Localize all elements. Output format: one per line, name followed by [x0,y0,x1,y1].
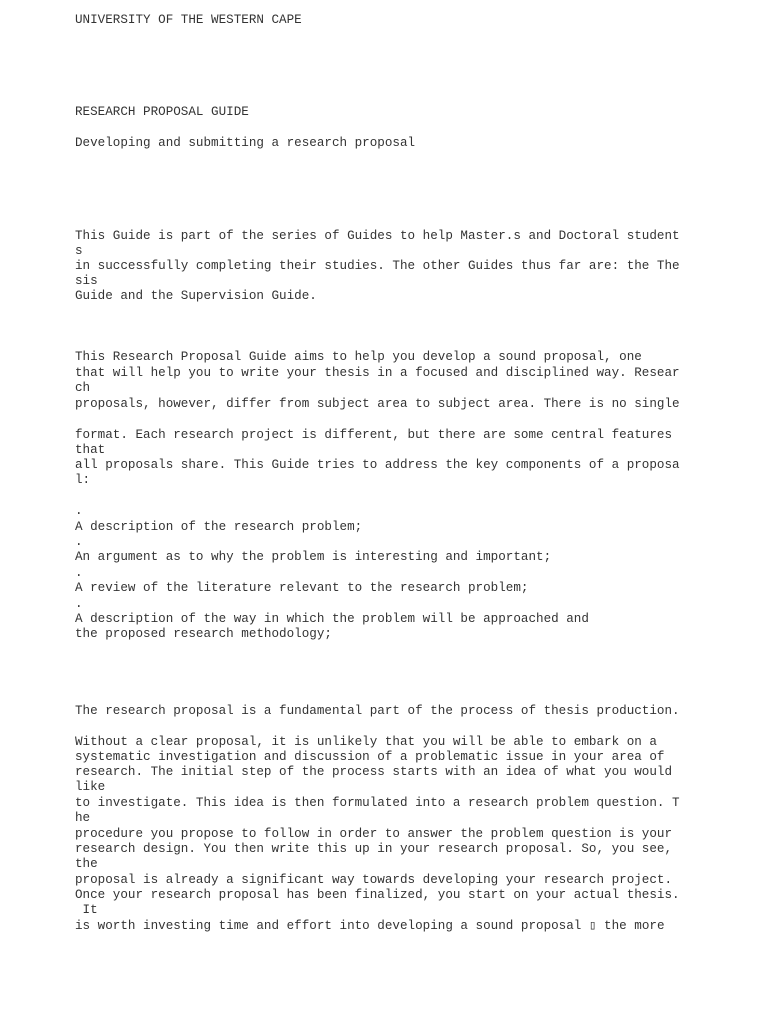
guide-title: RESEARCH PROPOSAL GUIDE [75,105,249,119]
text-line: the [75,857,98,871]
text-line: proposal is already a significant way towards developing your research project. [75,873,673,887]
text-line: It [75,903,98,917]
guide-subtitle: Developing and submitting a research proposal [75,136,416,150]
text-line: he [75,811,91,825]
text-line: like [75,780,106,794]
text-line: research design. You then write this up in your research proposal. So, you see, [75,842,673,856]
list-bullet: . [75,566,83,580]
list-bullet: . [75,504,83,518]
text-line: The research proposal is a fundamental part of the process of thesis production. [75,704,680,718]
text-line: Guide and the Supervision Guide. [75,289,317,303]
text-line: Without a clear proposal, it is unlikely that you will be able to embark on a [75,735,657,749]
text-line: that [75,443,106,457]
list-bullet: . [75,535,83,549]
text-line: sis [75,274,98,288]
list-item: A description of the research problem; [75,520,363,534]
list-item: A description of the way in which the problem will be approached and [75,612,589,626]
text-line: This Guide is part of the series of Guides to help Master.s and Doctoral student [75,229,680,243]
text-line: research. The initial step of the process starts with an idea of what you would [75,765,673,779]
list-item: A review of the literature relevant to the research problem; [75,581,529,595]
text-line: procedure you propose to follow in order to answer the problem question is your [75,827,673,841]
text-line: in successfully completing their studies. The other Guides thus far are: the The [75,259,680,273]
institution-name: UNIVERSITY OF THE WESTERN CAPE [75,13,302,27]
text-line: that will help you to write your thesis in a focused and disciplined way. Resear [75,366,680,380]
list-item: An argument as to why the problem is interesting and important; [75,550,552,564]
list-item-continuation: the proposed research methodology; [75,627,332,641]
text-line: all proposals share. This Guide tries to address the key components of a proposa [75,458,680,472]
text-line: Once your research proposal has been finalized, you start on your actual thesis. [75,888,680,902]
text-line: systematic investigation and discussion of a problematic issue in your area of [75,750,665,764]
text-line: proposals, however, differ from subject area to subject area. There is no single [75,397,680,411]
text-line: format. Each research project is different, but there are some central features [75,428,673,442]
text-line: to investigate. This idea is then formulated into a research problem question. T [75,796,680,810]
text-line: s [75,244,83,258]
list-bullet: . [75,597,83,611]
text-line: ch [75,381,91,395]
text-line: This Research Proposal Guide aims to help you develop a sound proposal, one [75,350,642,364]
text-line: is worth investing time and effort into developing a sound proposal ▯ the more [75,919,665,933]
text-line: l: [75,473,91,487]
